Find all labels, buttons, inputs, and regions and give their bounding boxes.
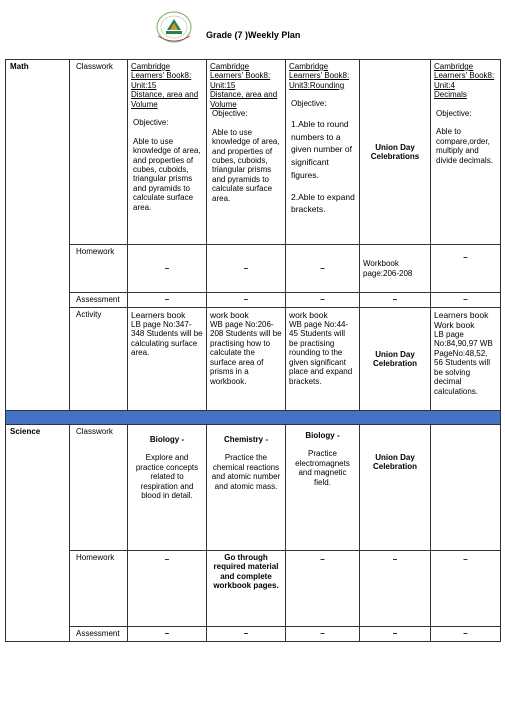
math-homework-cell-5: –: [431, 245, 501, 293]
math-classwork-row: [6, 60, 501, 245]
math-activity-cell-5: [431, 308, 501, 411]
math-assessment-row: [6, 293, 501, 308]
weekly-plan-table: [5, 59, 501, 642]
classwork-text: Explore and practice concepts related to respiration and blood in detail.: [135, 453, 199, 501]
book-link[interactable]: Cambridge Learners' Book8:: [210, 62, 271, 81]
math-homework-row: [6, 245, 501, 293]
classwork-text: Practice electromagnets and magnetic field.: [295, 449, 350, 487]
objective-1: 1.Able to round numbers to a given number of significant figures.: [291, 118, 352, 180]
objective-text: Able to use knowledge of area, and properties of cubes, cuboids, triangular prisms and pyramids to calculate surface area.: [133, 136, 201, 212]
unit-link[interactable]: Unit:4: [434, 80, 455, 90]
objective-text: Able to use knowledge of area, and properties of cubes, cuboids, triangular prisms and pyramids to calculate surface area.: [212, 127, 280, 203]
topic-link[interactable]: Distance, area and Volume: [210, 90, 278, 109]
row-label-assessment: Assessment: [70, 293, 128, 308]
topic-link[interactable]: Decimals: [434, 90, 467, 100]
section-separator: [6, 411, 501, 425]
math-homework-cell-1: –: [128, 245, 207, 293]
science-classwork-cell-5: [431, 425, 501, 551]
activity-text: WB page No:206-208 Students will be practising how to calculate the surface area of prisms in a workbook.: [210, 320, 282, 386]
unit-link[interactable]: Unit3:Rounding: [289, 80, 345, 90]
row-label-classwork: Classwork: [70, 60, 128, 245]
subject-science: Science: [6, 425, 70, 642]
row-label-homework: Homework: [70, 245, 128, 293]
science-homework-cell-2: Go through required material and complete workbook pages.: [207, 551, 286, 627]
subject-math: Math: [6, 60, 70, 411]
math-activity-cell-3: [286, 308, 360, 411]
row-label-activity: Activity: [70, 308, 128, 411]
science-classwork-cell-1: [128, 425, 207, 551]
objective-2: 2.Able to expand brackets.: [291, 191, 355, 215]
objective-text: Able to compare,order, multiply and divide decimals.: [436, 127, 493, 165]
science-assessment-row: [6, 627, 501, 642]
activity-text: LB page No:84,90,97 WB PageNo:48,52, 56 Students will be solving decimal calculations.: [434, 330, 493, 396]
math-activity-cell-2: [207, 308, 286, 411]
math-assessment-cell-3: –: [286, 293, 360, 308]
separator-bar: [6, 411, 501, 425]
science-classwork-row: [6, 425, 501, 551]
book-link[interactable]: Cambridge Learners' Book8:: [131, 62, 192, 81]
subject-heading: Chemistry -: [223, 435, 268, 444]
activity-heading: work book: [210, 310, 249, 320]
math-homework-cell-4: Workbook page:206-208: [360, 245, 431, 293]
math-classwork-cell-2: [207, 60, 286, 245]
science-homework-cell-4: –: [360, 551, 431, 627]
math-homework-cell-3: –: [286, 245, 360, 293]
row-label-homework: Homework: [70, 551, 128, 627]
activity-heading: Learners book: [131, 310, 186, 320]
activity-heading: work book: [289, 310, 328, 320]
unit-link[interactable]: Unit:15: [131, 80, 157, 90]
science-assessment-cell-4: –: [360, 627, 431, 642]
science-homework-cell-3: –: [286, 551, 360, 627]
math-classwork-cell-5: [431, 60, 501, 245]
objective-label: Objective:: [133, 118, 169, 128]
activity-text: LB page No:347-348 Students will be calculating surface area.: [131, 320, 203, 358]
math-homework-cell-2: –: [207, 245, 286, 293]
math-assessment-cell-5: –: [431, 293, 501, 308]
unit-link[interactable]: Unit:15: [210, 80, 236, 90]
objective-label: Objective:: [291, 99, 327, 109]
science-assessment-cell-2: –: [207, 627, 286, 642]
subject-heading: Biology -: [305, 431, 340, 440]
math-classwork-cell-3: [286, 60, 360, 245]
science-homework-cell-5: –: [431, 551, 501, 627]
book-link[interactable]: Cambridge Learners' Book8:: [434, 62, 495, 81]
book-link[interactable]: Cambridge Learners' Book8:: [289, 62, 350, 81]
math-assessment-cell-1: –: [128, 293, 207, 308]
school-logo: [150, 10, 198, 46]
science-homework-cell-1: –: [128, 551, 207, 627]
math-classwork-cell-1: [128, 60, 207, 245]
science-assessment-cell-5: –: [431, 627, 501, 642]
union-day-cell: Union Day Celebrations: [360, 60, 431, 245]
science-classwork-cell-3: [286, 425, 360, 551]
page-title: Grade (7 )Weekly Plan: [206, 30, 301, 40]
math-assessment-cell-4: –: [360, 293, 431, 308]
row-label-classwork: Classwork: [70, 425, 128, 551]
math-assessment-cell-2: –: [207, 293, 286, 308]
science-homework-row: [6, 551, 501, 627]
activity-text: WB page No:44-45 Students will be practising rounding to the given significant place and expand brackets.: [289, 320, 353, 386]
math-activity-row: [6, 308, 501, 411]
classwork-text: Practice the chemical reactions and atomic number and atomic mass.: [211, 453, 281, 491]
union-day-cell: Union Day Celebration: [360, 425, 431, 551]
topic-link[interactable]: Distance, area and Volume: [131, 90, 199, 109]
objective-label: Objective:: [212, 109, 248, 119]
science-assessment-cell-1: –: [128, 627, 207, 642]
subject-heading: Biology -: [149, 435, 185, 444]
math-activity-cell-1: [128, 308, 207, 411]
activity-heading: Learners book Work book: [434, 310, 489, 331]
objective-label: Objective:: [436, 108, 472, 118]
science-classwork-cell-2: [207, 425, 286, 551]
science-assessment-cell-3: –: [286, 627, 360, 642]
row-label-assessment: Assessment: [70, 627, 128, 642]
union-day-cell: Union Day Celebration: [360, 308, 431, 411]
